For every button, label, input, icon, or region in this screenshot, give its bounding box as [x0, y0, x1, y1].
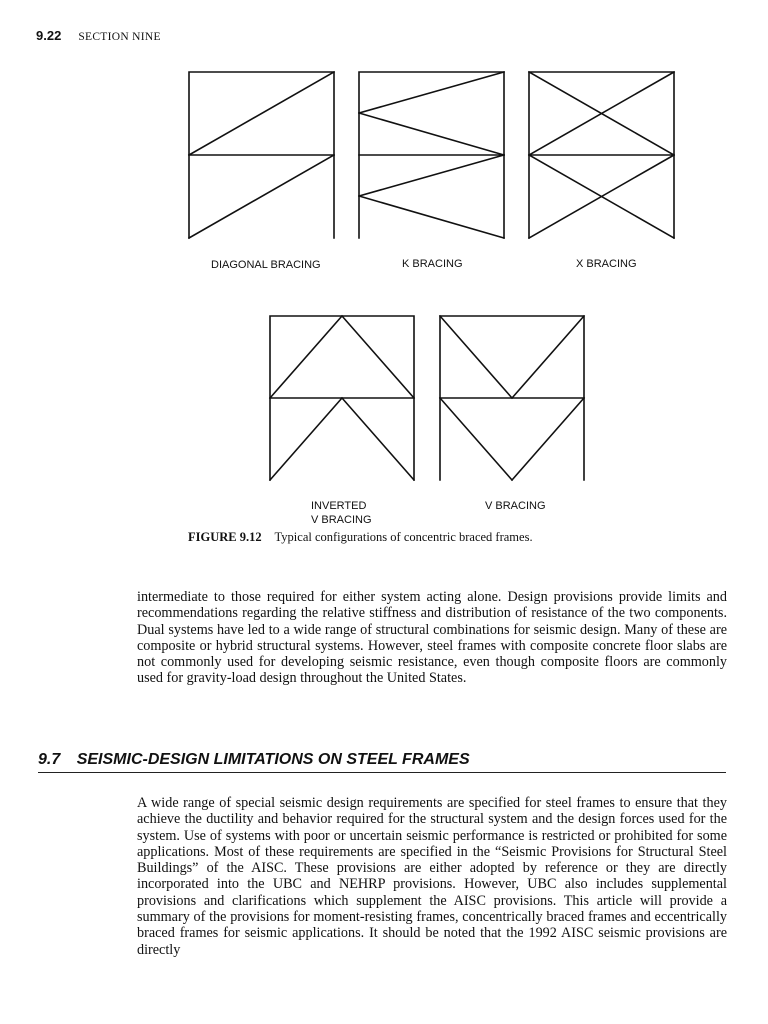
section-heading: [38, 751, 726, 773]
label-k-bracing: K BRACING: [402, 258, 463, 270]
figure-caption: [188, 530, 533, 545]
label-inverted-v-bracing-line1: INVERTED: [311, 500, 367, 512]
body-paragraph-2: A wide range of special seismic design requirements are specified for steel frames to ensure that they achieve the ductility and behavior required for the structural system and the design forces used for the system. Use of systems with poor or uncertain seismic performance is restricted or prohibited for some applications. Most of these requirements are specified in the “Seismic Provisions for Structural Steel Buildings” of the AISC. These provisions are either adopted by reference or they are directly incorporated into the UBC and NEHRP provisions. However, UBC also includes supplemental provisions and clarifications which supplement the AISC provisions. This article will provide a summary of the provisions for moment-resisting frames, concentrically braced frames and eccentrically braced frames for seismic applications. It should be noted that the 1992 AISC seismic provisions are directly: [137, 795, 727, 958]
figure-caption-text: Typical configurations of concentric braced frames.: [274, 530, 533, 544]
v-bracing-frame: [440, 316, 584, 480]
running-head: SECTION NINE: [78, 31, 161, 43]
label-diagonal-bracing: DIAGONAL BRACING: [211, 259, 321, 271]
diagonal-bracing-frame: [189, 72, 334, 238]
label-v-bracing: V BRACING: [485, 500, 546, 512]
k-bracing-frame: [359, 72, 504, 238]
x-bracing-frame: [529, 72, 674, 238]
body-paragraph-1: intermediate to those required for either system acting alone. Design provisions provide limits and recommendations regarding the relative stiffness and distribution of resistance of the two components. Dual systems have led to a wide range of structural combinations for seismic design. Many of these are composite or hybrid structural systems. However, steel frames with composite concrete floor slabs are not commonly used for developing seismic resistance, even though composite floors are commonly used for gravity-load design throughout the United States.: [137, 589, 727, 687]
figure-caption-label: FIGURE 9.12: [188, 530, 262, 544]
label-inverted-v-bracing-line2: V BRACING: [311, 514, 372, 526]
page-number: 9.22: [36, 28, 62, 43]
section-title: SEISMIC-DESIGN LIMITATIONS ON STEEL FRAMES: [76, 751, 470, 768]
label-x-bracing: X BRACING: [576, 258, 637, 270]
section-number: 9.7: [38, 751, 61, 768]
inverted-v-bracing-frame: [270, 316, 414, 480]
